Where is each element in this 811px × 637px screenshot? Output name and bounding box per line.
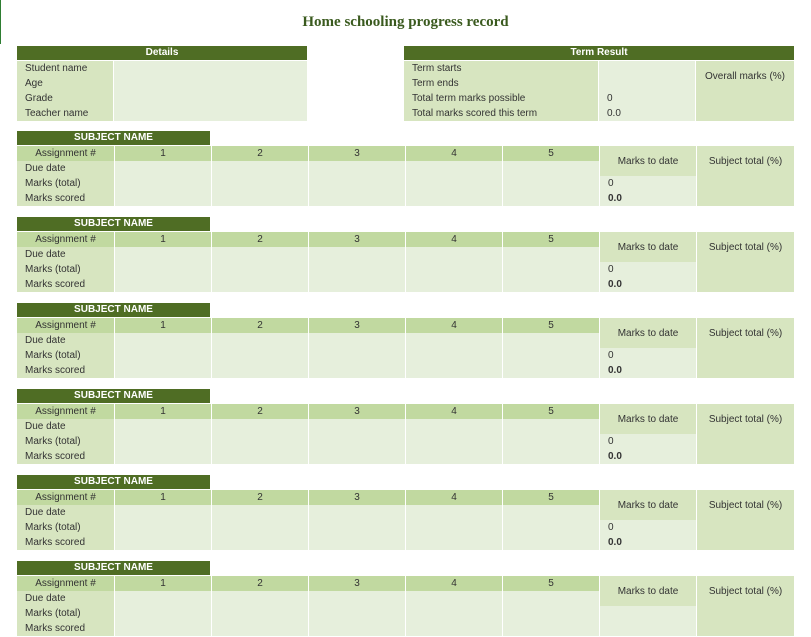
due-cell[interactable] [502, 505, 599, 520]
marks-total-cell[interactable] [502, 262, 599, 277]
due-cell[interactable] [308, 505, 405, 520]
marks-scored-cell[interactable] [405, 191, 502, 206]
marks-scored-cell[interactable] [308, 621, 405, 636]
marks-scored-value: 0.0 [599, 535, 696, 550]
assignment-number: 1 [114, 146, 211, 161]
row-label-assignment: Assignment # [17, 576, 114, 591]
assignment-number: 3 [308, 404, 405, 419]
page-title: Home schooling progress record [302, 14, 509, 30]
subject-name-header[interactable]: SUBJECT NAME [17, 217, 210, 231]
subject-total-value [696, 176, 794, 206]
marks-scored-cell[interactable] [502, 621, 599, 636]
due-cell[interactable] [308, 247, 405, 262]
marks-total-cell[interactable] [211, 262, 308, 277]
marks-total-value: 0 [599, 434, 696, 449]
subject-name-header[interactable]: SUBJECT NAME [17, 475, 210, 489]
marks-scored-cell[interactable] [502, 363, 599, 378]
assignment-number: 5 [502, 404, 599, 419]
due-cell[interactable] [211, 419, 308, 434]
assignment-number: 3 [308, 490, 405, 505]
marks-total-cell[interactable] [114, 262, 211, 277]
assignment-number: 4 [405, 404, 502, 419]
due-cell[interactable] [405, 247, 502, 262]
subject-total-label: Subject total (%) [696, 404, 794, 434]
row-label-marks-scored: Marks scored [17, 277, 114, 292]
term-total-possible-value: 0 [598, 91, 695, 106]
row-label-marks-total: Marks (total) [17, 348, 114, 363]
term-label-total-scored: Total marks scored this term [404, 106, 598, 121]
details-label-grade: Grade [17, 91, 113, 106]
marks-to-date-label: Marks to date [599, 146, 696, 176]
marks-scored-value: 0.0 [599, 191, 696, 206]
marks-total-cell[interactable] [405, 176, 502, 191]
assignment-number: 2 [211, 318, 308, 333]
marks-total-cell[interactable] [211, 520, 308, 535]
assignment-number: 1 [114, 576, 211, 591]
due-cell[interactable] [114, 161, 211, 176]
assignment-number: 5 [502, 318, 599, 333]
marks-scored-cell[interactable] [308, 277, 405, 292]
student-name-field[interactable] [113, 61, 307, 76]
due-cell[interactable] [502, 419, 599, 434]
marks-to-date-label: Marks to date [599, 404, 696, 434]
marks-total-cell[interactable] [308, 606, 405, 621]
due-cell[interactable] [211, 247, 308, 262]
marks-total-cell[interactable] [405, 434, 502, 449]
row-label-marks-total: Marks (total) [17, 520, 114, 535]
due-cell[interactable] [502, 161, 599, 176]
assignment-number: 1 [114, 232, 211, 247]
marks-scored-cell[interactable] [405, 363, 502, 378]
marks-total-value [599, 606, 696, 621]
term-label-starts: Term starts [404, 61, 598, 76]
assignment-number: 2 [211, 404, 308, 419]
marks-scored-cell[interactable] [502, 449, 599, 464]
row-label-assignment: Assignment # [17, 404, 114, 419]
assignment-number: 5 [502, 146, 599, 161]
marks-scored-cell[interactable] [114, 191, 211, 206]
due-cell[interactable] [211, 591, 308, 606]
row-label-marks-total: Marks (total) [17, 606, 114, 621]
marks-total-cell[interactable] [308, 262, 405, 277]
row-label-due: Due date [17, 419, 114, 434]
marks-scored-value [599, 621, 696, 636]
subject-total-value [696, 348, 794, 378]
due-cell[interactable] [114, 591, 211, 606]
due-cell[interactable] [211, 333, 308, 348]
marks-scored-cell[interactable] [308, 191, 405, 206]
marks-total-cell[interactable] [308, 348, 405, 363]
marks-scored-cell[interactable] [211, 621, 308, 636]
marks-total-cell[interactable] [114, 520, 211, 535]
marks-total-value: 0 [599, 520, 696, 535]
overall-marks-label: Overall marks (%) [696, 61, 794, 91]
term-result-header: Term Result [404, 46, 794, 60]
row-label-assignment: Assignment # [17, 232, 114, 247]
due-cell[interactable] [405, 419, 502, 434]
due-cell[interactable] [308, 161, 405, 176]
marks-scored-cell[interactable] [405, 277, 502, 292]
subject-block [17, 217, 794, 293]
subject-name-header[interactable]: SUBJECT NAME [17, 561, 210, 575]
marks-scored-cell[interactable] [308, 535, 405, 550]
assignment-number: 4 [405, 576, 502, 591]
marks-scored-cell[interactable] [114, 277, 211, 292]
row-label-marks-scored: Marks scored [17, 449, 114, 464]
term-result-section [404, 46, 794, 122]
subject-total-value [696, 520, 794, 550]
marks-total-cell[interactable] [114, 606, 211, 621]
row-label-due: Due date [17, 247, 114, 262]
marks-total-cell[interactable] [405, 606, 502, 621]
term-label-ends: Term ends [404, 76, 598, 91]
due-cell[interactable] [308, 591, 405, 606]
subject-total-label: Subject total (%) [696, 146, 794, 176]
due-cell[interactable] [502, 591, 599, 606]
row-label-marks-total: Marks (total) [17, 262, 114, 277]
row-label-marks-scored: Marks scored [17, 535, 114, 550]
marks-scored-cell[interactable] [502, 277, 599, 292]
subject-name-header[interactable]: SUBJECT NAME [17, 303, 210, 317]
marks-total-cell[interactable] [502, 606, 599, 621]
assignment-number: 3 [308, 232, 405, 247]
term-total-scored-value: 0.0 [598, 106, 695, 121]
marks-to-date-label: Marks to date [599, 232, 696, 262]
marks-scored-cell[interactable] [114, 363, 211, 378]
subject-total-value [696, 262, 794, 292]
marks-scored-cell[interactable] [502, 191, 599, 206]
marks-total-cell[interactable] [502, 348, 599, 363]
marks-total-cell[interactable] [308, 176, 405, 191]
marks-total-cell[interactable] [211, 606, 308, 621]
marks-total-cell[interactable] [405, 520, 502, 535]
assignment-number: 1 [114, 490, 211, 505]
marks-total-cell[interactable] [308, 434, 405, 449]
marks-scored-cell[interactable] [211, 535, 308, 550]
marks-scored-cell[interactable] [114, 535, 211, 550]
marks-total-cell[interactable] [211, 434, 308, 449]
assignment-number: 2 [211, 490, 308, 505]
assignment-number: 3 [308, 576, 405, 591]
due-cell[interactable] [308, 419, 405, 434]
due-cell[interactable] [405, 591, 502, 606]
due-cell[interactable] [114, 247, 211, 262]
due-cell[interactable] [114, 419, 211, 434]
assignment-number: 2 [211, 576, 308, 591]
marks-scored-value: 0.0 [599, 449, 696, 464]
marks-total-cell[interactable] [114, 176, 211, 191]
row-label-assignment: Assignment # [17, 490, 114, 505]
marks-scored-value: 0.0 [599, 277, 696, 292]
subject-total-label: Subject total (%) [696, 232, 794, 262]
row-label-due: Due date [17, 591, 114, 606]
subject-total-label: Subject total (%) [696, 490, 794, 520]
subject-total-label: Subject total (%) [696, 318, 794, 348]
details-label-teacher-name: Teacher name [17, 106, 113, 121]
assignment-number: 4 [405, 318, 502, 333]
row-label-assignment: Assignment # [17, 146, 114, 161]
assignment-number: 2 [211, 146, 308, 161]
marks-total-cell[interactable] [211, 176, 308, 191]
term-starts-field[interactable] [598, 61, 695, 76]
row-label-marks-total: Marks (total) [17, 176, 114, 191]
subject-block [17, 131, 794, 207]
term-ends-field[interactable] [598, 76, 695, 91]
assignment-number: 4 [405, 490, 502, 505]
age-field[interactable] [113, 76, 307, 91]
details-header: Details [17, 46, 307, 60]
marks-total-value: 0 [599, 348, 696, 363]
marks-to-date-label: Marks to date [599, 576, 696, 606]
marks-scored-value: 0.0 [599, 363, 696, 378]
marks-total-value: 0 [599, 262, 696, 277]
marks-scored-cell[interactable] [211, 191, 308, 206]
marks-scored-cell[interactable] [308, 363, 405, 378]
due-cell[interactable] [211, 505, 308, 520]
grade-field[interactable] [113, 91, 307, 106]
marks-scored-cell[interactable] [211, 277, 308, 292]
assignment-number: 4 [405, 146, 502, 161]
subject-total-value [696, 606, 794, 636]
assignment-number: 3 [308, 318, 405, 333]
subject-block [17, 303, 794, 379]
assignment-number: 5 [502, 232, 599, 247]
marks-total-cell[interactable] [114, 434, 211, 449]
due-cell[interactable] [405, 333, 502, 348]
due-cell[interactable] [114, 505, 211, 520]
assignment-number: 1 [114, 404, 211, 419]
marks-to-date-label: Marks to date [599, 490, 696, 520]
marks-to-date-label: Marks to date [599, 318, 696, 348]
row-label-marks-scored: Marks scored [17, 363, 114, 378]
marks-scored-cell[interactable] [405, 535, 502, 550]
due-cell[interactable] [114, 333, 211, 348]
marks-total-cell[interactable] [308, 520, 405, 535]
marks-total-cell[interactable] [405, 262, 502, 277]
due-cell[interactable] [211, 161, 308, 176]
teacher-name-field[interactable] [113, 106, 307, 121]
row-label-marks-scored: Marks scored [17, 621, 114, 636]
assignment-number: 2 [211, 232, 308, 247]
assignment-number: 3 [308, 146, 405, 161]
marks-total-value: 0 [599, 176, 696, 191]
details-label-student-name: Student name [17, 61, 113, 76]
marks-scored-cell[interactable] [211, 449, 308, 464]
marks-scored-cell[interactable] [308, 449, 405, 464]
row-label-marks-scored: Marks scored [17, 191, 114, 206]
details-label-age: Age [17, 76, 113, 91]
marks-total-cell[interactable] [114, 348, 211, 363]
marks-scored-cell[interactable] [405, 621, 502, 636]
due-cell[interactable] [308, 333, 405, 348]
marks-scored-cell[interactable] [114, 449, 211, 464]
marks-scored-cell[interactable] [502, 535, 599, 550]
due-cell[interactable] [405, 161, 502, 176]
row-label-due: Due date [17, 333, 114, 348]
marks-scored-cell[interactable] [211, 363, 308, 378]
marks-scored-cell[interactable] [405, 449, 502, 464]
assignment-number: 1 [114, 318, 211, 333]
due-cell[interactable] [502, 247, 599, 262]
term-label-total-possible: Total term marks possible [404, 91, 598, 106]
row-label-assignment: Assignment # [17, 318, 114, 333]
subject-name-header[interactable]: SUBJECT NAME [17, 131, 210, 145]
marks-total-cell[interactable] [502, 176, 599, 191]
marks-total-cell[interactable] [502, 434, 599, 449]
subject-block [17, 475, 794, 551]
subject-total-value [696, 434, 794, 464]
row-label-marks-total: Marks (total) [17, 434, 114, 449]
marks-total-cell[interactable] [405, 348, 502, 363]
row-label-due: Due date [17, 161, 114, 176]
due-cell[interactable] [405, 505, 502, 520]
assignment-number: 4 [405, 232, 502, 247]
assignment-number: 5 [502, 490, 599, 505]
marks-scored-cell[interactable] [114, 621, 211, 636]
subject-block [17, 561, 794, 637]
subject-name-header[interactable]: SUBJECT NAME [17, 389, 210, 403]
due-cell[interactable] [502, 333, 599, 348]
marks-total-cell[interactable] [502, 520, 599, 535]
marks-total-cell[interactable] [211, 348, 308, 363]
details-section [17, 46, 307, 121]
subject-total-label: Subject total (%) [696, 576, 794, 606]
overall-marks-value [696, 91, 794, 121]
subject-block [17, 389, 794, 465]
assignment-number: 5 [502, 576, 599, 591]
row-label-due: Due date [17, 505, 114, 520]
